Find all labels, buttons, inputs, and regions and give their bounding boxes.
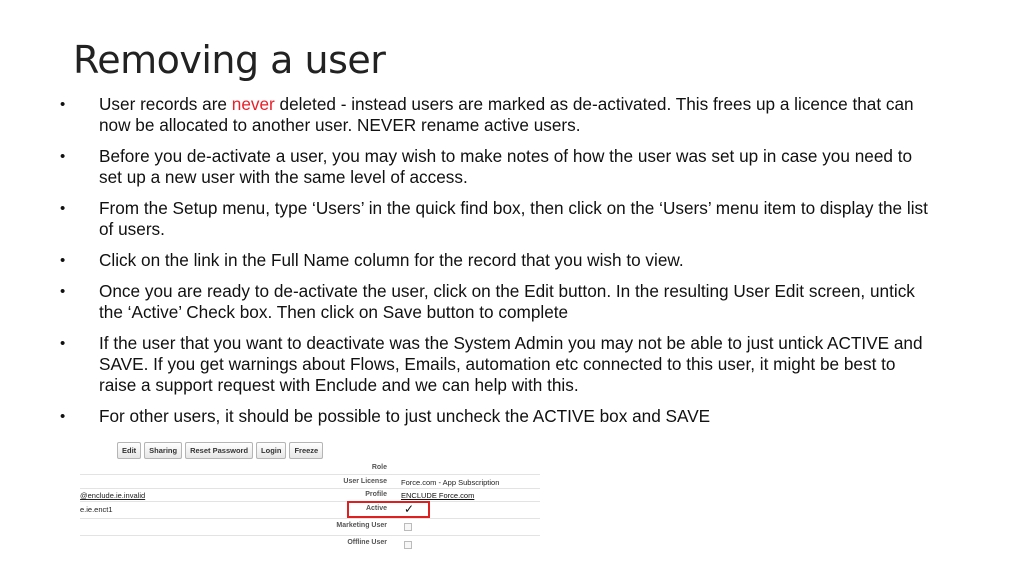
user-license-value: Force.com - App Subscription: [401, 478, 500, 487]
bullet-marker: •: [60, 283, 66, 300]
slide-title: Removing a user: [73, 38, 386, 82]
email-link[interactable]: @enclude.ie.invalid: [80, 491, 146, 500]
bullet-text-pre: User records are: [99, 94, 232, 114]
bullet-list: [0, 94, 1024, 437]
bullet-marker: •: [60, 200, 66, 217]
login-button[interactable]: Login: [256, 442, 286, 459]
bullet-item: [0, 146, 930, 188]
active-label: Active: [365, 505, 387, 512]
active-highlight-box: [347, 501, 430, 518]
user-action-toolbar: [117, 442, 323, 459]
profile-label: Profile: [365, 491, 387, 498]
role-label: Role: [371, 464, 387, 471]
sharing-button[interactable]: Sharing: [144, 442, 182, 459]
offline-user-label: Offline User: [347, 539, 387, 546]
bullet-marker: •: [60, 252, 66, 269]
bullet-marker: •: [60, 96, 66, 113]
bullet-item: [0, 198, 930, 240]
bullet-text: For other users, it should be possible to just uncheck the ACTIVE box and SAVE: [99, 406, 711, 426]
bullet-marker: •: [60, 335, 66, 352]
divider: [80, 518, 540, 519]
divider: [80, 474, 540, 475]
bullet-marker: •: [60, 408, 66, 425]
bullet-item: [0, 281, 930, 323]
bullet-text: Once you are ready to de-activate the user, click on the Edit button. In the resulting User Edit screen, untick the ‘Active’ Check box. Then click on Save button to complete: [99, 281, 915, 322]
bullet-text: Before you de-activate a user, you may wish to make notes of how the user was set up in case you need to set up a new user with the same level of access.: [99, 146, 913, 187]
bullet-text: If the user that you want to deactivate was the System Admin you may not be able to just untick ACTIVE and SAVE. If you get warnings about Flows, Emails, automation etc connected to this user, it might be best to raise a support request with Enclude and we can help with this.: [99, 333, 923, 395]
marketing-user-checkbox[interactable]: [404, 523, 412, 531]
bullet-item: [0, 333, 930, 396]
freeze-button[interactable]: Freeze: [289, 442, 323, 459]
edit-button[interactable]: Edit: [117, 442, 141, 459]
active-checkbox-checked[interactable]: ✓: [404, 502, 415, 516]
divider: [80, 488, 540, 489]
bullet-text: From the Setup menu, type ‘Users’ in the quick find box, then click on the ‘Users’ menu item to display the list of users.: [99, 198, 928, 239]
reset-password-button[interactable]: Reset Password: [185, 442, 253, 459]
divider: [80, 501, 540, 502]
bullet-item: [0, 250, 930, 271]
profile-link[interactable]: ENCLUDE Force.com: [401, 491, 475, 500]
bullet-item: [0, 406, 930, 427]
bullet-marker: •: [60, 148, 66, 165]
marketing-user-label: Marketing User: [336, 522, 387, 529]
divider: [80, 535, 540, 536]
bullet-item: [0, 94, 930, 136]
bullet-text: Click on the link in the Full Name column for the record that you wish to view.: [99, 250, 684, 270]
user-detail-screenshot: [80, 440, 542, 560]
user-license-label: User License: [343, 478, 387, 485]
bullet-text-highlight: never: [231, 94, 275, 114]
bullet-text-post: deleted - instead users are marked as de-activated. This frees up a licence that can now be allocated to another user. NEVER rename active users.: [99, 94, 914, 135]
alias-value: e.ie.enct1: [80, 505, 113, 514]
offline-user-checkbox[interactable]: [404, 541, 412, 549]
